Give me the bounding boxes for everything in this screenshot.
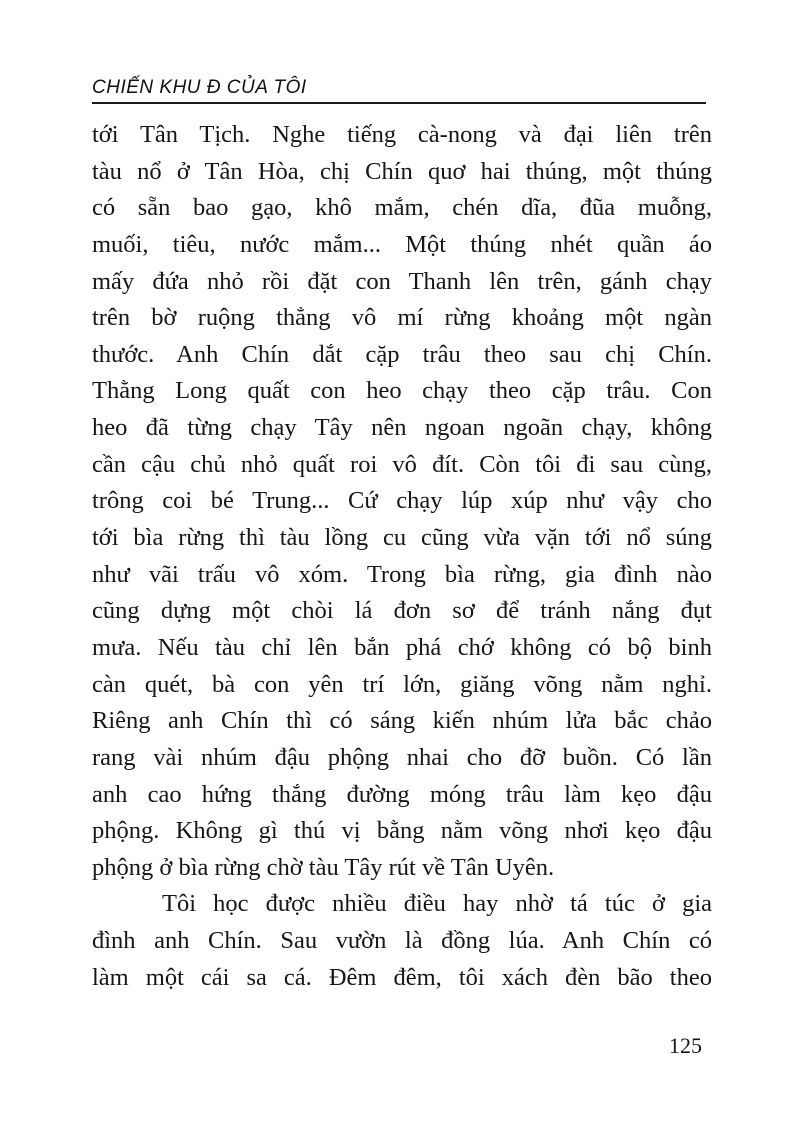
page-number: 125 (669, 1033, 702, 1058)
running-header (92, 74, 706, 104)
text-line: càn quét, bà con yên trí lớn, giăng võng nằm nghỉ. (92, 670, 712, 698)
paragraph-first-line: Tôi học được nhiều điều hay nhờ tá túc ở gia (162, 890, 712, 918)
text-line: rang vài nhúm đậu phộng nhai cho đỡ buồn. Có lần (92, 743, 712, 771)
text-line: tới Tân Tịch. Nghe tiếng cà-nong và đại liên trên (92, 121, 712, 148)
paragraph-end-line: phộng ở bìa rừng chờ tàu Tây rút về Tân Uyên. (92, 853, 555, 881)
text-line: thước. Anh Chín dắt cặp trâu theo sau chị Chín. (92, 340, 712, 368)
text-line: trên bờ ruộng thẳng vô mí rừng khoảng một ngàn (92, 304, 712, 332)
text-line: có sẵn bao gạo, khô mắm, chén dĩa, đũa muỗng, (92, 194, 712, 222)
text-line: cần cậu chủ nhỏ quất roi vô đít. Còn tôi đi sau cùng, (92, 450, 712, 478)
text-line: như vãi trấu vô xóm. Trong bìa rừng, gia đình nào (92, 560, 712, 588)
running-header-title: CHIẾN KHU Đ CỦA TÔI (92, 77, 307, 98)
text-line: Thằng Long quất con heo chạy theo cặp trâu. Con (92, 377, 712, 405)
text-line: tàu nổ ở Tân Hòa, chị Chín quơ hai thúng, một thúng (92, 157, 712, 185)
text-line: heo đã từng chạy Tây nên ngoan ngoãn chạy, không (92, 414, 712, 442)
text-line: cũng dựng một chòi lá đơn sơ để tránh nắng đụt (92, 597, 712, 625)
text-line: mấy đứa nhỏ rồi đặt con Thanh lên trên, gánh chạy (92, 267, 712, 295)
body-text (92, 117, 712, 996)
text-line: mưa. Nếu tàu chỉ lên bắn phá chớ không có bộ binh (92, 633, 712, 661)
text-line: làm một cái sa cá. Đêm đêm, tôi xách đèn bão theo (92, 963, 712, 991)
text-line: phộng. Không gì thú vị bằng nằm võng nhơi kẹo đậu (92, 817, 712, 845)
text-line: Riêng anh Chín thì có sáng kiến nhúm lửa bắc chảo (92, 707, 712, 735)
text-line: anh cao hứng thắng đường móng trâu làm kẹo đậu (92, 780, 712, 808)
text-line: muối, tiêu, nước mắm... Một thúng nhét quần áo (92, 230, 712, 258)
text-line: trông coi bé Trung... Cứ chạy lúp xúp như vậy cho (92, 487, 712, 515)
text-line: đình anh Chín. Sau vườn là đồng lúa. Anh Chín có (92, 927, 712, 955)
text-line: tới bìa rừng thì tàu lồng cu cũng vừa vặn tới nổ súng (92, 524, 712, 552)
